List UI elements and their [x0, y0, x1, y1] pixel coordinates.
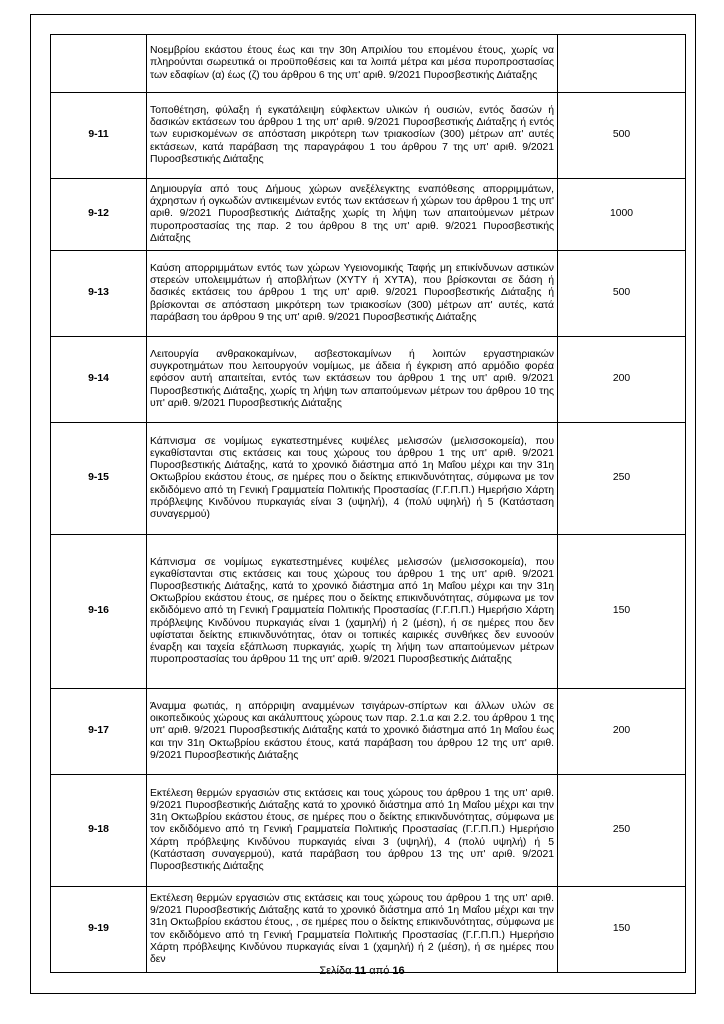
footer-of: από: [369, 965, 390, 977]
violation-description: Άναμμα φωτιάς, η απόρριψη αναμμένων τσιγάρων-σπίρτων και άλλων υλών σε οικοπεδικούς χώρους και ακάλυπτους χώρους των παρ. 2.1.α και 2.2. του άρθρου 1 της υπ' αριθ. 9/2021 Πυροσβεστικής Διάταξης κατά το χρονικό διάστημα από 1η Μαΐου έως και την 31η Οκτωβρίου εκάστου έτους, κατά παράβαση του άρθρου 12 της υπ' αριθ. 9/2021 Πυροσβεστικής Διάταξης: [147, 689, 558, 775]
page-total: 16: [392, 965, 405, 977]
violation-code: 9-12: [51, 179, 147, 251]
violation-code: 9-13: [51, 251, 147, 337]
table-row: [51, 251, 686, 337]
violation-description: Εκτέλεση θερμών εργασιών στις εκτάσεις και τους χώρους του άρθρου 1 της υπ' αριθ. 9/2021 Πυροσβεστικής Διάταξης κατά το χρονικό διάστημα από 1η Μαΐου μέχρι και την 31η Οκτωβρίου εκάστου έτους, , σε ημέρες που ο δείκτης επικινδυνότητας, σύμφωνα με τον εκδιδόμενο από τη Γενική Γραμματεία Πολιτικής Προστασίας (Γ.Γ.Π.Π.) Ημερήσιο Χάρτη πρόβλεψης Κινδύνου πυρκαγιάς είναι 1 (χαμηλή) ή 2 (μέση), ή σε ημέρες που δεν: [147, 887, 558, 973]
violation-code: [51, 35, 147, 93]
fine-amount: 200: [558, 689, 686, 775]
violation-description: Λειτουργία ανθρακοκαμίνων, ασβεστοκαμίνων ή λοιπών εργαστηριακών συγκροτημάτων που λειτουργούν νομίμως, με άδεια ή έγκριση από αρμόδιο φορέα εφόσον αυτή απαιτείται, εντός των εκτάσεων του άρθρου 1 της υπ' αριθ. 9/2021 Πυροσβεστικής Διάταξης, χωρίς τη λήψη των απαιτούμενων μέτρων του άρθρου 10 της υπ' αριθ. 9/2021 Πυροσβεστικής Διάταξης: [147, 337, 558, 423]
page-number: 11: [354, 965, 367, 977]
fine-amount: 250: [558, 423, 686, 535]
fine-amount: 1000: [558, 179, 686, 251]
table-row: [51, 35, 686, 93]
violation-description: Δημιουργία από τους Δήμους χώρων ανεξέλεγκτης εναπόθεσης απορριμμάτων, άχρηστων ή ογκωδών αντικειμένων εντός των εκτάσεων ή χώρων του άρθρου 1 της υπ' αριθ. 9/2021 Πυροσβεστικής Διάταξης χωρίς τη λήψη των απαιτούμενων μέτρων πυροπροστασίας της παρ. 2 του άρθρου 8 της υπ' αριθ. 9/2021 Πυροσβεστικής Διάταξης: [147, 179, 558, 251]
fine-amount: 150: [558, 535, 686, 689]
table-row: [51, 535, 686, 689]
fine-amount: 150: [558, 887, 686, 973]
violation-code: 9-19: [51, 887, 147, 973]
fines-table: [50, 34, 686, 973]
table-row: [51, 887, 686, 973]
fine-amount: 250: [558, 775, 686, 887]
violation-description: Κάπνισμα σε νομίμως εγκατεστημένες κυψέλες μελισσών (μελισσοκομεία), που εγκαθίστανται στις εκτάσεις και τους χώρους του άρθρου 1 της υπ' αριθ. 9/2021 Πυροσβεστικής Διάταξης, κατά το χρονικό διάστημα από 1η Μαΐου μέχρι και την 31η Οκτωβρίου εκάστου έτους, σε ημέρες που ο δείκτης επικινδυνότητας, σύμφωνα με τον εκδιδόμενο από τη Γενική Γραμματεία Πολιτικής Προστασίας (Γ.Γ.Π.Π.) Ημερήσιο Χάρτη πρόβλεψης Κινδύνου πυρκαγιάς είναι 3 (υψηλή), 4 (πολύ υψηλή) ή 5 (Κατάσταση συναγερμού): [147, 423, 558, 535]
fine-amount: 500: [558, 251, 686, 337]
violation-code: 9-16: [51, 535, 147, 689]
table-row: [51, 689, 686, 775]
violation-code: 9-18: [51, 775, 147, 887]
violation-code: 9-15: [51, 423, 147, 535]
table-row: [51, 179, 686, 251]
violation-description: Κάπνισμα σε νομίμως εγκατεστημένες κυψέλες μελισσών (μελισσοκομεία), που εγκαθίστανται στις εκτάσεις και τους χώρους του άρθρου 1 της υπ' αριθ. 9/2021 Πυροσβεστικής Διάταξης, κατά το χρονικό διάστημα από 1η Μαΐου μέχρι και την 31η Οκτωβρίου εκάστου έτους, σε ημέρες που ο δείκτης επικινδυνότητας, σύμφωνα με τον εκδιδόμενο από τη Γενική Γραμματεία Πολιτικής Προστασίας (Γ.Γ.Π.Π.) Ημερήσιο Χάρτη πρόβλεψης Κινδύνου πυρκαγιάς είναι 1 (χαμηλή) ή 2 (μέση), ή σε ημέρες που δεν υφίσταται δείκτης επικινδυνότητας, όταν οι τοπικές καιρικές συνθήκες δεν ευνοούν έναρξη και ταχεία εξάπλωση πυρκαγιάς, χωρίς τη λήψη των απαιτούμενων μέτρων πυροπροστασίας του άρθρου 11 της υπ' αριθ. 9/2021 Πυροσβεστικής Διάταξης: [147, 535, 558, 689]
violation-code: 9-11: [51, 93, 147, 179]
violation-code: 9-14: [51, 337, 147, 423]
page-footer: [0, 965, 724, 977]
fine-amount: 200: [558, 337, 686, 423]
table-row: [51, 337, 686, 423]
table-row: [51, 423, 686, 535]
footer-prefix: Σελίδα: [319, 965, 352, 977]
table-row: [51, 93, 686, 179]
fine-amount: 500: [558, 93, 686, 179]
violation-code: 9-17: [51, 689, 147, 775]
fine-amount: [558, 35, 686, 93]
violation-description: Νοεμβρίου εκάστου έτους έως και την 30η Απριλίου του επομένου έτους, χωρίς να πληρούνται σωρευτικά οι προϋποθέσεις και τα λοιπά μέτρα και μέσα πυροπροστασίας των εδαφίων (α) έως (ζ) του άρθρου 6 της υπ' αριθ. 9/2021 Πυροσβεστικής Διάταξης: [147, 35, 558, 93]
violation-description: Καύση απορριμμάτων εντός των χώρων Υγειονομικής Ταφής μη επικίνδυνων αστικών στερεών υπολειμμάτων ή αποβλήτων (ΧΥΤΥ ή ΧΥΤΑ), που βρίσκονται σε δάση ή δασικές εκτάσεις του άρθρου 1 της υπ' αριθ. 9/2021 Πυροσβεστικής Διάταξης ή βρίσκονται σε απόσταση μικρότερη των τριακοσίων (300) μέτρων απ' αυτές, κατά παράβαση του άρθρου 9 της υπ' αριθ. 9/2021 Πυροσβεστικής Διάταξης: [147, 251, 558, 337]
violation-description: Εκτέλεση θερμών εργασιών στις εκτάσεις και τους χώρους του άρθρου 1 της υπ' αριθ. 9/2021 Πυροσβεστικής Διάταξης κατά το χρονικό διάστημα από 1η Μαΐου μέχρι και την 31η Οκτωβρίου εκάστου έτους, σε ημέρες που ο δείκτης επικινδυνότητας, σύμφωνα με τον εκδιδόμενο από τη Γενική Γραμματεία Πολιτικής Προστασίας (Γ.Γ.Π.Π.) Ημερήσιο Χάρτη πρόβλεψης Κινδύνου πυρκαγιάς είναι 3 (υψηλή), 4 (πολύ υψηλή) ή 5 (Κατάσταση συναγερμού), κατά παράβαση του άρθρου 13 της υπ' αριθ. 9/2021 Πυροσβεστικής Διάταξης: [147, 775, 558, 887]
table-row: [51, 775, 686, 887]
violation-description: Τοποθέτηση, φύλαξη ή εγκατάλειψη εύφλεκτων υλικών ή ουσιών, εντός δασών ή δασικών εκτάσεων του άρθρου 1 της υπ' αριθ. 9/2021 Πυροσβεστικής Διάταξης ή εντός των ευρισκομένων σε απόσταση μικρότερη των τριακοσίων (300) μέτρων απ' αυτές εκτάσεων, κατά παράβαση της παραγράφου 1 του άρθρου 7 της υπ' αριθ. 9/2021 Πυροσβεστικής Διάταξης: [147, 93, 558, 179]
